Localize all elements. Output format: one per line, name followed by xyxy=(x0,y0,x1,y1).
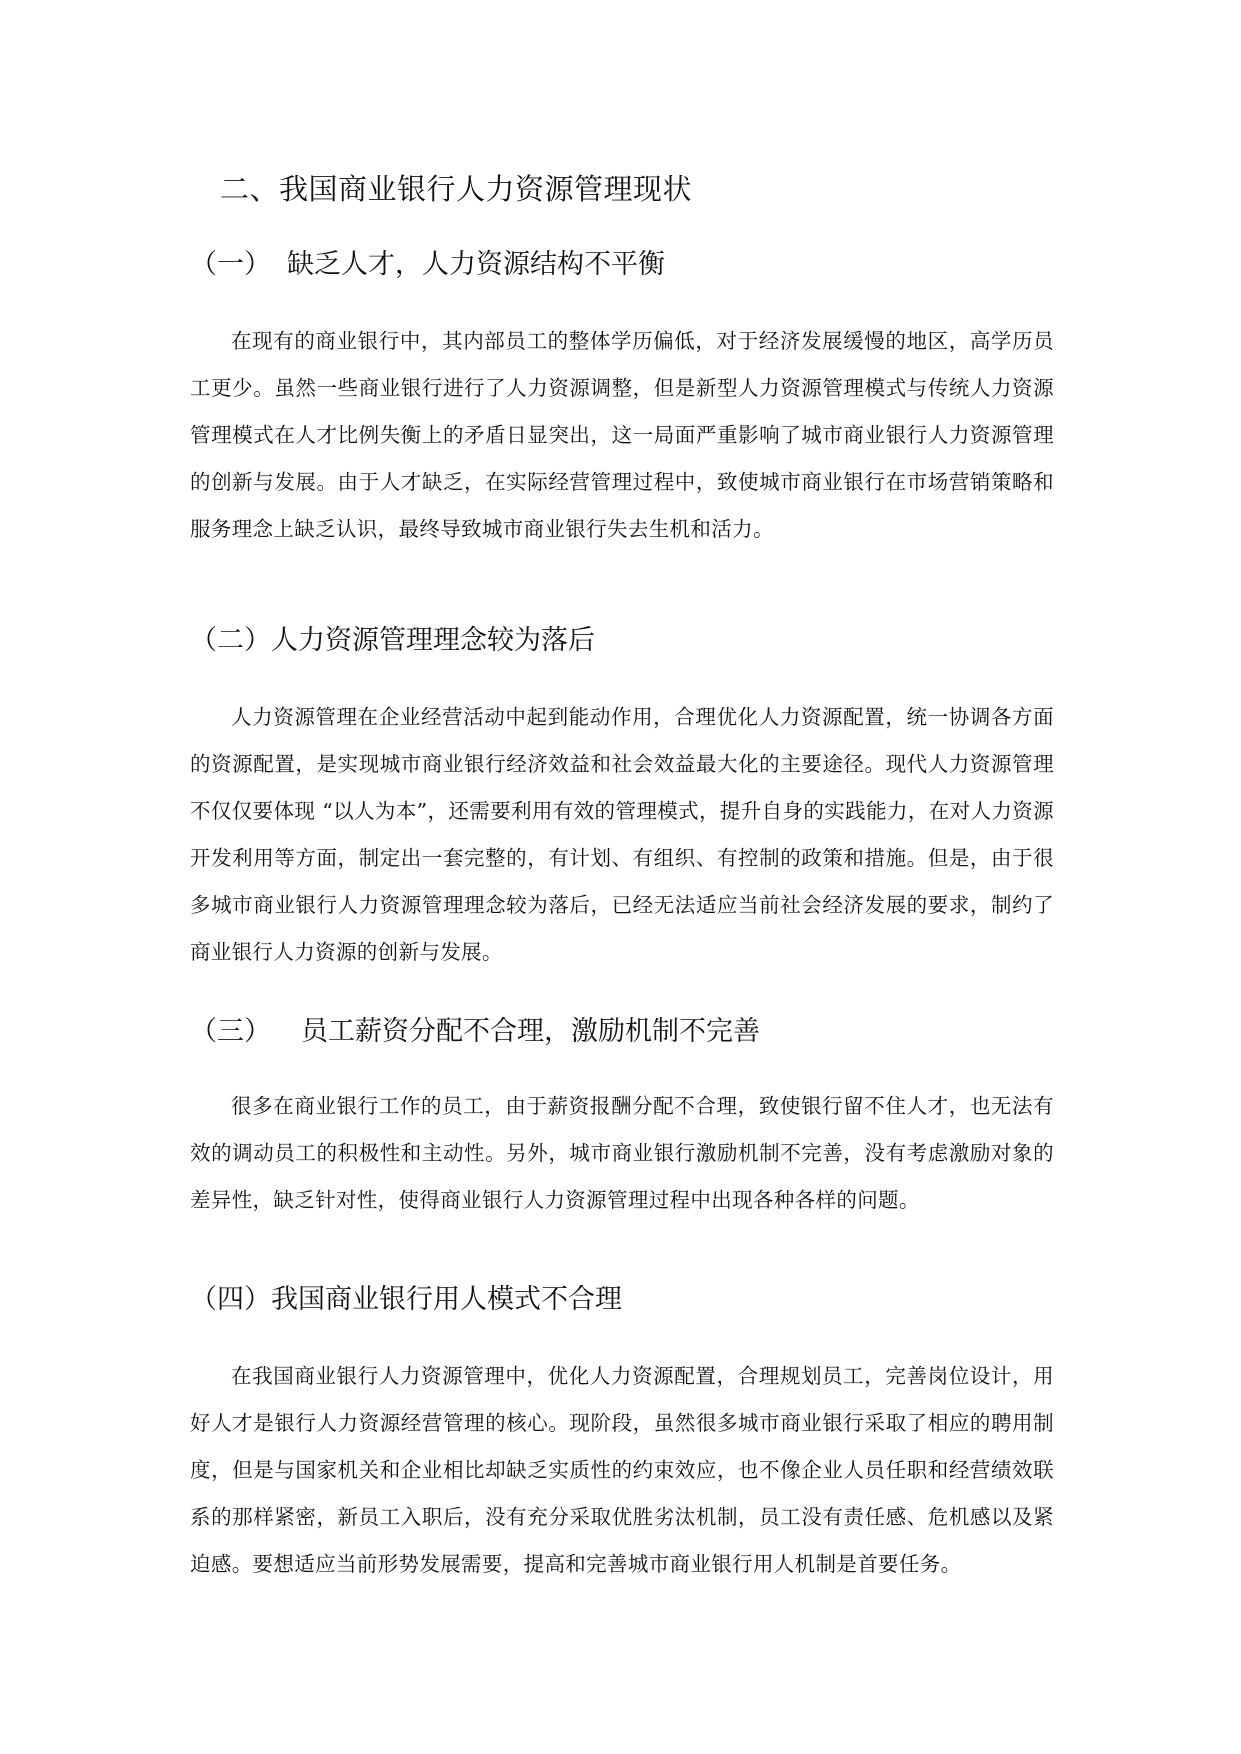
section-heading-1 xyxy=(190,245,665,285)
page-title: 二、我国商业银行人力资源管理现状 xyxy=(220,172,693,206)
section-heading-text: 员工薪资分配不合理，激励机制不完善 xyxy=(301,1016,760,1047)
section-heading-text: 人力资源管理理念较为落后 xyxy=(271,625,595,656)
section-paragraph-2: 人力资源管理在企业经营活动中起到能动作用，合理优化人力资源配置，统一协调各方面的资源配置，是实现城市商业银行经济效益和社会效益最大化的主要途径。现代人力资源管理不仅仅要体现 “以人为本”，还需要利用有效的管理模式，提升自身的实践能力，在对人力资源开发利用等方面，制定出一套完整的，有计划、有组织、有控制的政策和措施。但是，由于很多城市商业银行人力资源管理理念较为落后，已经无法适应当前社会经济发展的要求，制约了商业银行人力资源的创新与发展。 xyxy=(190,705,1054,964)
section-heading-4 xyxy=(190,1280,622,1320)
section-heading-3 xyxy=(190,1012,760,1052)
section-number: （一） xyxy=(190,249,271,280)
section-number: （二） xyxy=(190,625,271,656)
section-number: （四） xyxy=(190,1284,271,1315)
section-paragraph-4: 在我国商业银行人力资源管理中，优化人力资源配置，合理规划员工，完善岗位设计，用好人才是银行人力资源经营管理的核心。现阶段，虽然很多城市商业银行采取了相应的聘用制度，但是与国家机关和企业相比却缺乏实质性的约束效应，也不像企业人员任职和经营绩效联系的那样紧密，新员工入职后，没有充分采取优胜劣汰机制，员工没有责任感、危机感以及紧迫感。要想适应当前形势发展需要，提高和完善城市商业银行用人机制是首要任务。 xyxy=(190,1364,1054,1576)
section-heading-text: 缺乏人才，人力资源结构不平衡 xyxy=(287,249,665,280)
section-number: （三） xyxy=(190,1016,271,1047)
section-paragraph-1: 在现有的商业银行中，其内部员工的整体学历偏低，对于经济发展缓慢的地区，高学历员工更少。虽然一些商业银行进行了人力资源调整，但是新型人力资源管理模式与传统人力资源管理模式在人才比例失衡上的矛盾日显突出，这一局面严重影响了城市商业银行人力资源管理的创新与发展。由于人才缺乏，在实际经营管理过程中，致使城市商业银行在市场营销策略和服务理念上缺乏认识，最终导致城市商业银行失去生机和活力。 xyxy=(190,329,1054,541)
section-heading-2 xyxy=(190,621,595,661)
section-heading-text: 我国商业银行用人模式不合理 xyxy=(271,1284,622,1315)
section-paragraph-3: 很多在商业银行工作的员工，由于薪资报酬分配不合理，致使银行留不住人才，也无法有效的调动员工的积极性和主动性。另外，城市商业银行激励机制不完善，没有考虑激励对象的差异性，缺乏针对性，使得商业银行人力资源管理过程中出现各种各样的问题。 xyxy=(190,1094,1054,1212)
